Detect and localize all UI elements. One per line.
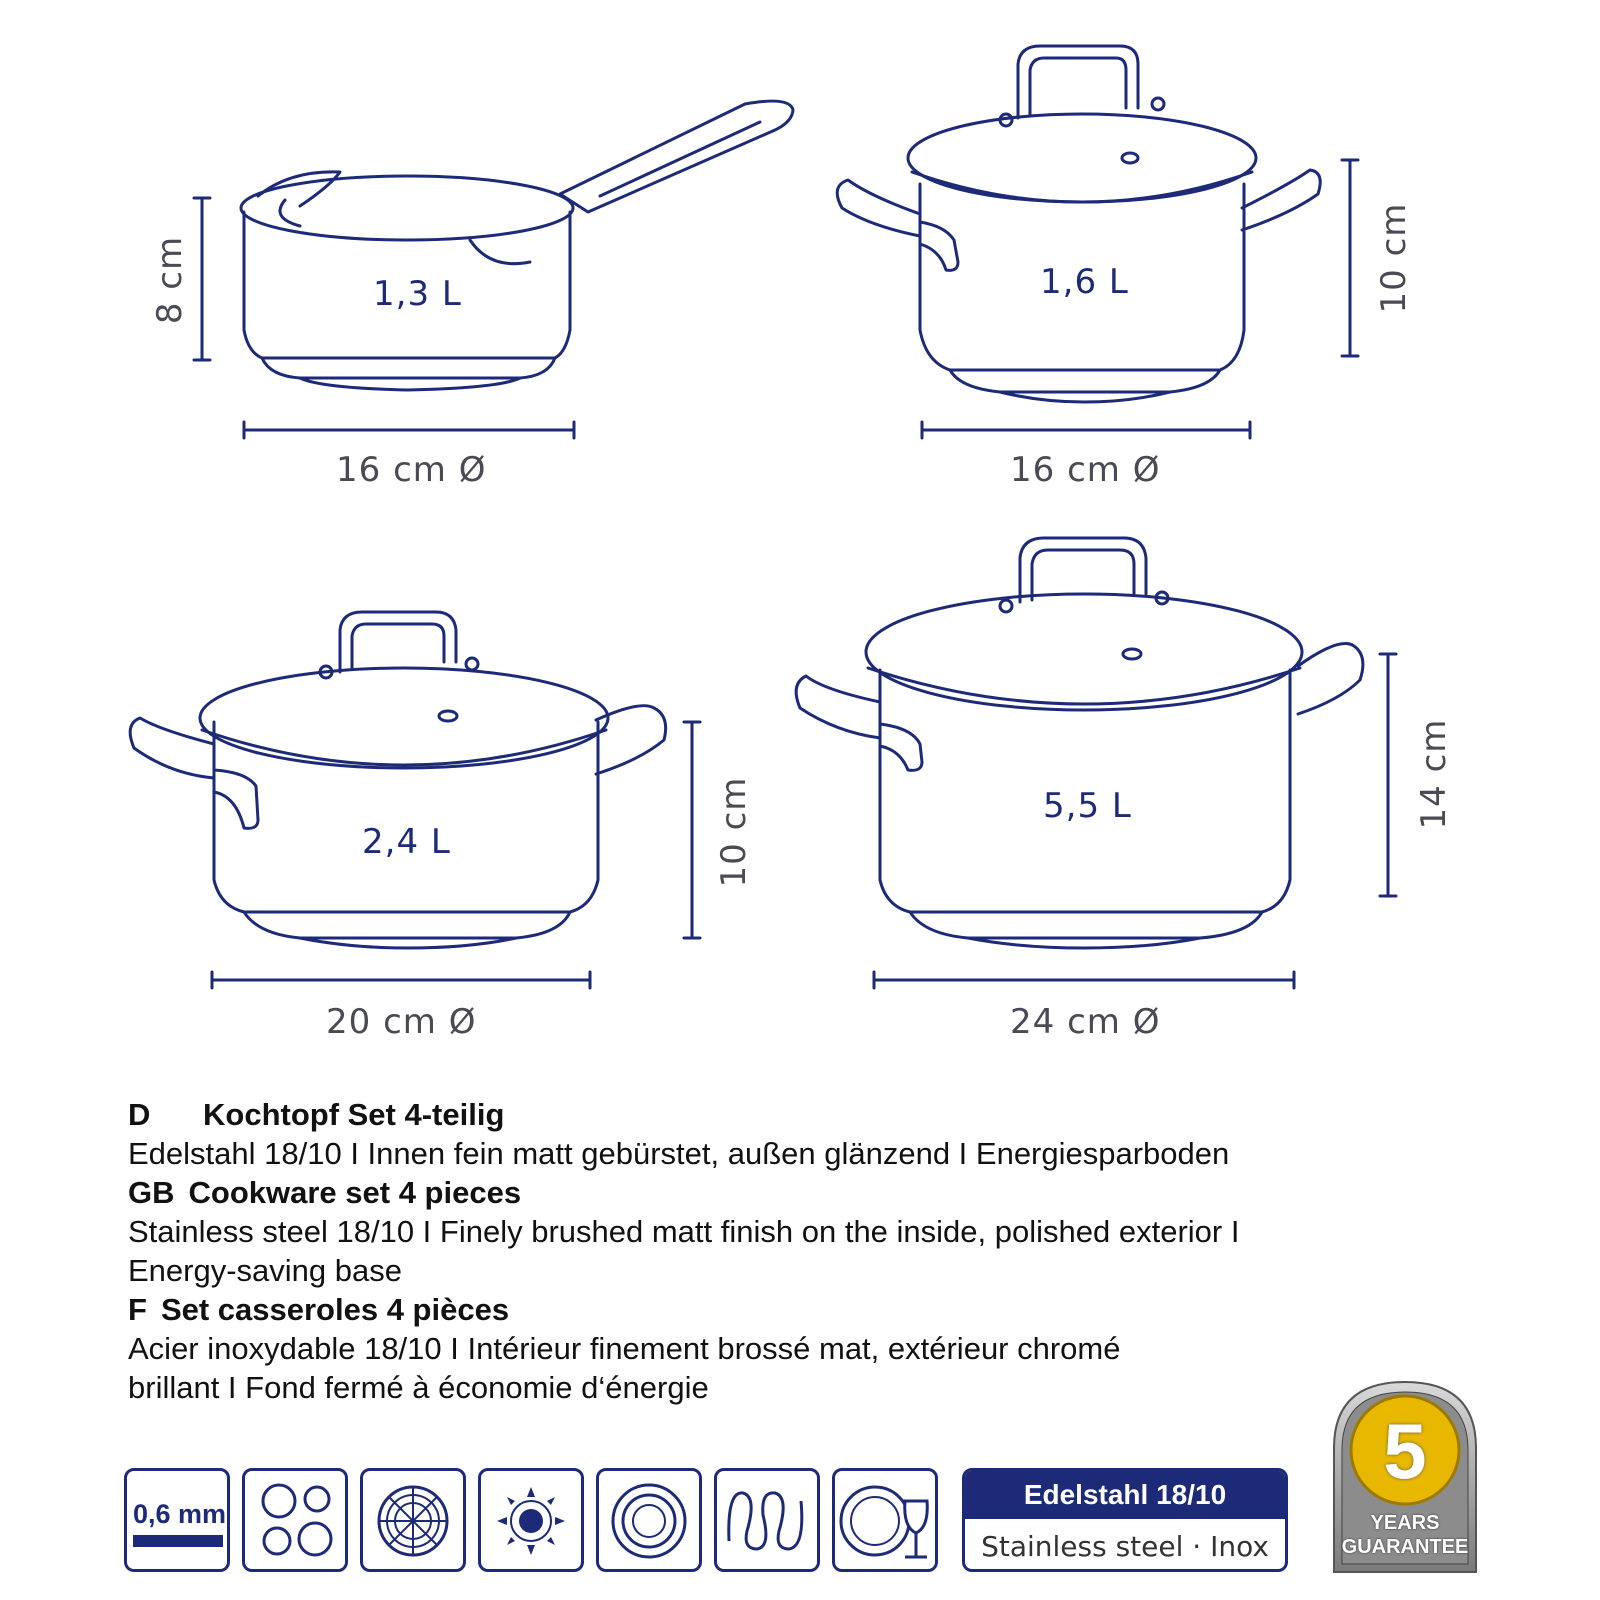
title-de-text: Kochtopf Set 4-teilig [203, 1097, 505, 1132]
saucepan-height: 8 cm [150, 235, 190, 325]
pot-24-drawing [130, 612, 700, 988]
material-badge [962, 1468, 1288, 1572]
base-thickness-bar [133, 1535, 223, 1547]
lang-code-gb: GB [128, 1175, 175, 1210]
lang-code-fr: F [128, 1292, 147, 1327]
text-fr-1: Acier inoxydable 18/10 I Intérieur finement brossé mat, extérieur chromé [128, 1331, 1121, 1366]
induction-icon [714, 1468, 820, 1572]
guarantee-years: YEARS [1370, 1512, 1440, 1534]
base-thickness-icon [124, 1468, 230, 1572]
title-gb [128, 1173, 1428, 1212]
pot-55-diameter: 24 cm Ø [1010, 1002, 1161, 1042]
ceramic-hob-icon [596, 1468, 702, 1572]
title-de [128, 1095, 1428, 1134]
pot-24-height: 10 cm [714, 776, 754, 888]
product-description [128, 1095, 1428, 1407]
material-subtitle: Stainless steel · Inox [981, 1530, 1269, 1563]
pot-55-volume: 5,5 L [1043, 786, 1132, 826]
saucepan-drawing [194, 101, 793, 438]
pot-24-volume: 2,4 L [362, 822, 451, 862]
saucepan-diameter: 16 cm Ø [336, 450, 487, 490]
text-fr-2: brillant I Fond fermé à économie d‘énergie [128, 1370, 709, 1405]
pot-55-drawing [796, 538, 1396, 988]
text-gb-1: Stainless steel 18/10 I Finely brushed matt finish on the inside, polished exterior I [128, 1214, 1240, 1249]
title-gb-text: Cookware set 4 pieces [188, 1175, 522, 1210]
title-fr [128, 1290, 1428, 1329]
saucepan-volume: 1,3 L [373, 274, 462, 314]
gas-hob-icon [478, 1468, 584, 1572]
pot-16-diameter: 16 cm Ø [1010, 450, 1161, 490]
text-de: Edelstahl 18/10 I Innen fein matt gebürstet, außen glänzend I Energiesparboden [128, 1136, 1230, 1171]
material-title: Edelstahl 18/10 [965, 1471, 1285, 1519]
pot-16-volume: 1,6 L [1040, 262, 1129, 302]
base-thickness-value: 0,6 mm [133, 1499, 227, 1529]
title-fr-text: Set casseroles 4 pièces [160, 1292, 510, 1327]
radiant-hob-icon [360, 1468, 466, 1572]
guarantee-label: GUARANTEE [1341, 1536, 1469, 1558]
dishwasher-safe-icon [832, 1468, 938, 1572]
pot-16-drawing [837, 46, 1358, 438]
guarantee-badge [1330, 1378, 1480, 1576]
electric-hob-icon [242, 1468, 348, 1572]
lang-code-de: D [128, 1097, 151, 1132]
text-gb-2: Energy-saving base [128, 1253, 402, 1288]
guarantee-number: 5 [1383, 1407, 1427, 1495]
pot-16-height: 10 cm [1374, 202, 1414, 314]
pot-55-height: 14 cm [1414, 718, 1454, 830]
pot-24-diameter: 20 cm Ø [326, 1002, 477, 1042]
